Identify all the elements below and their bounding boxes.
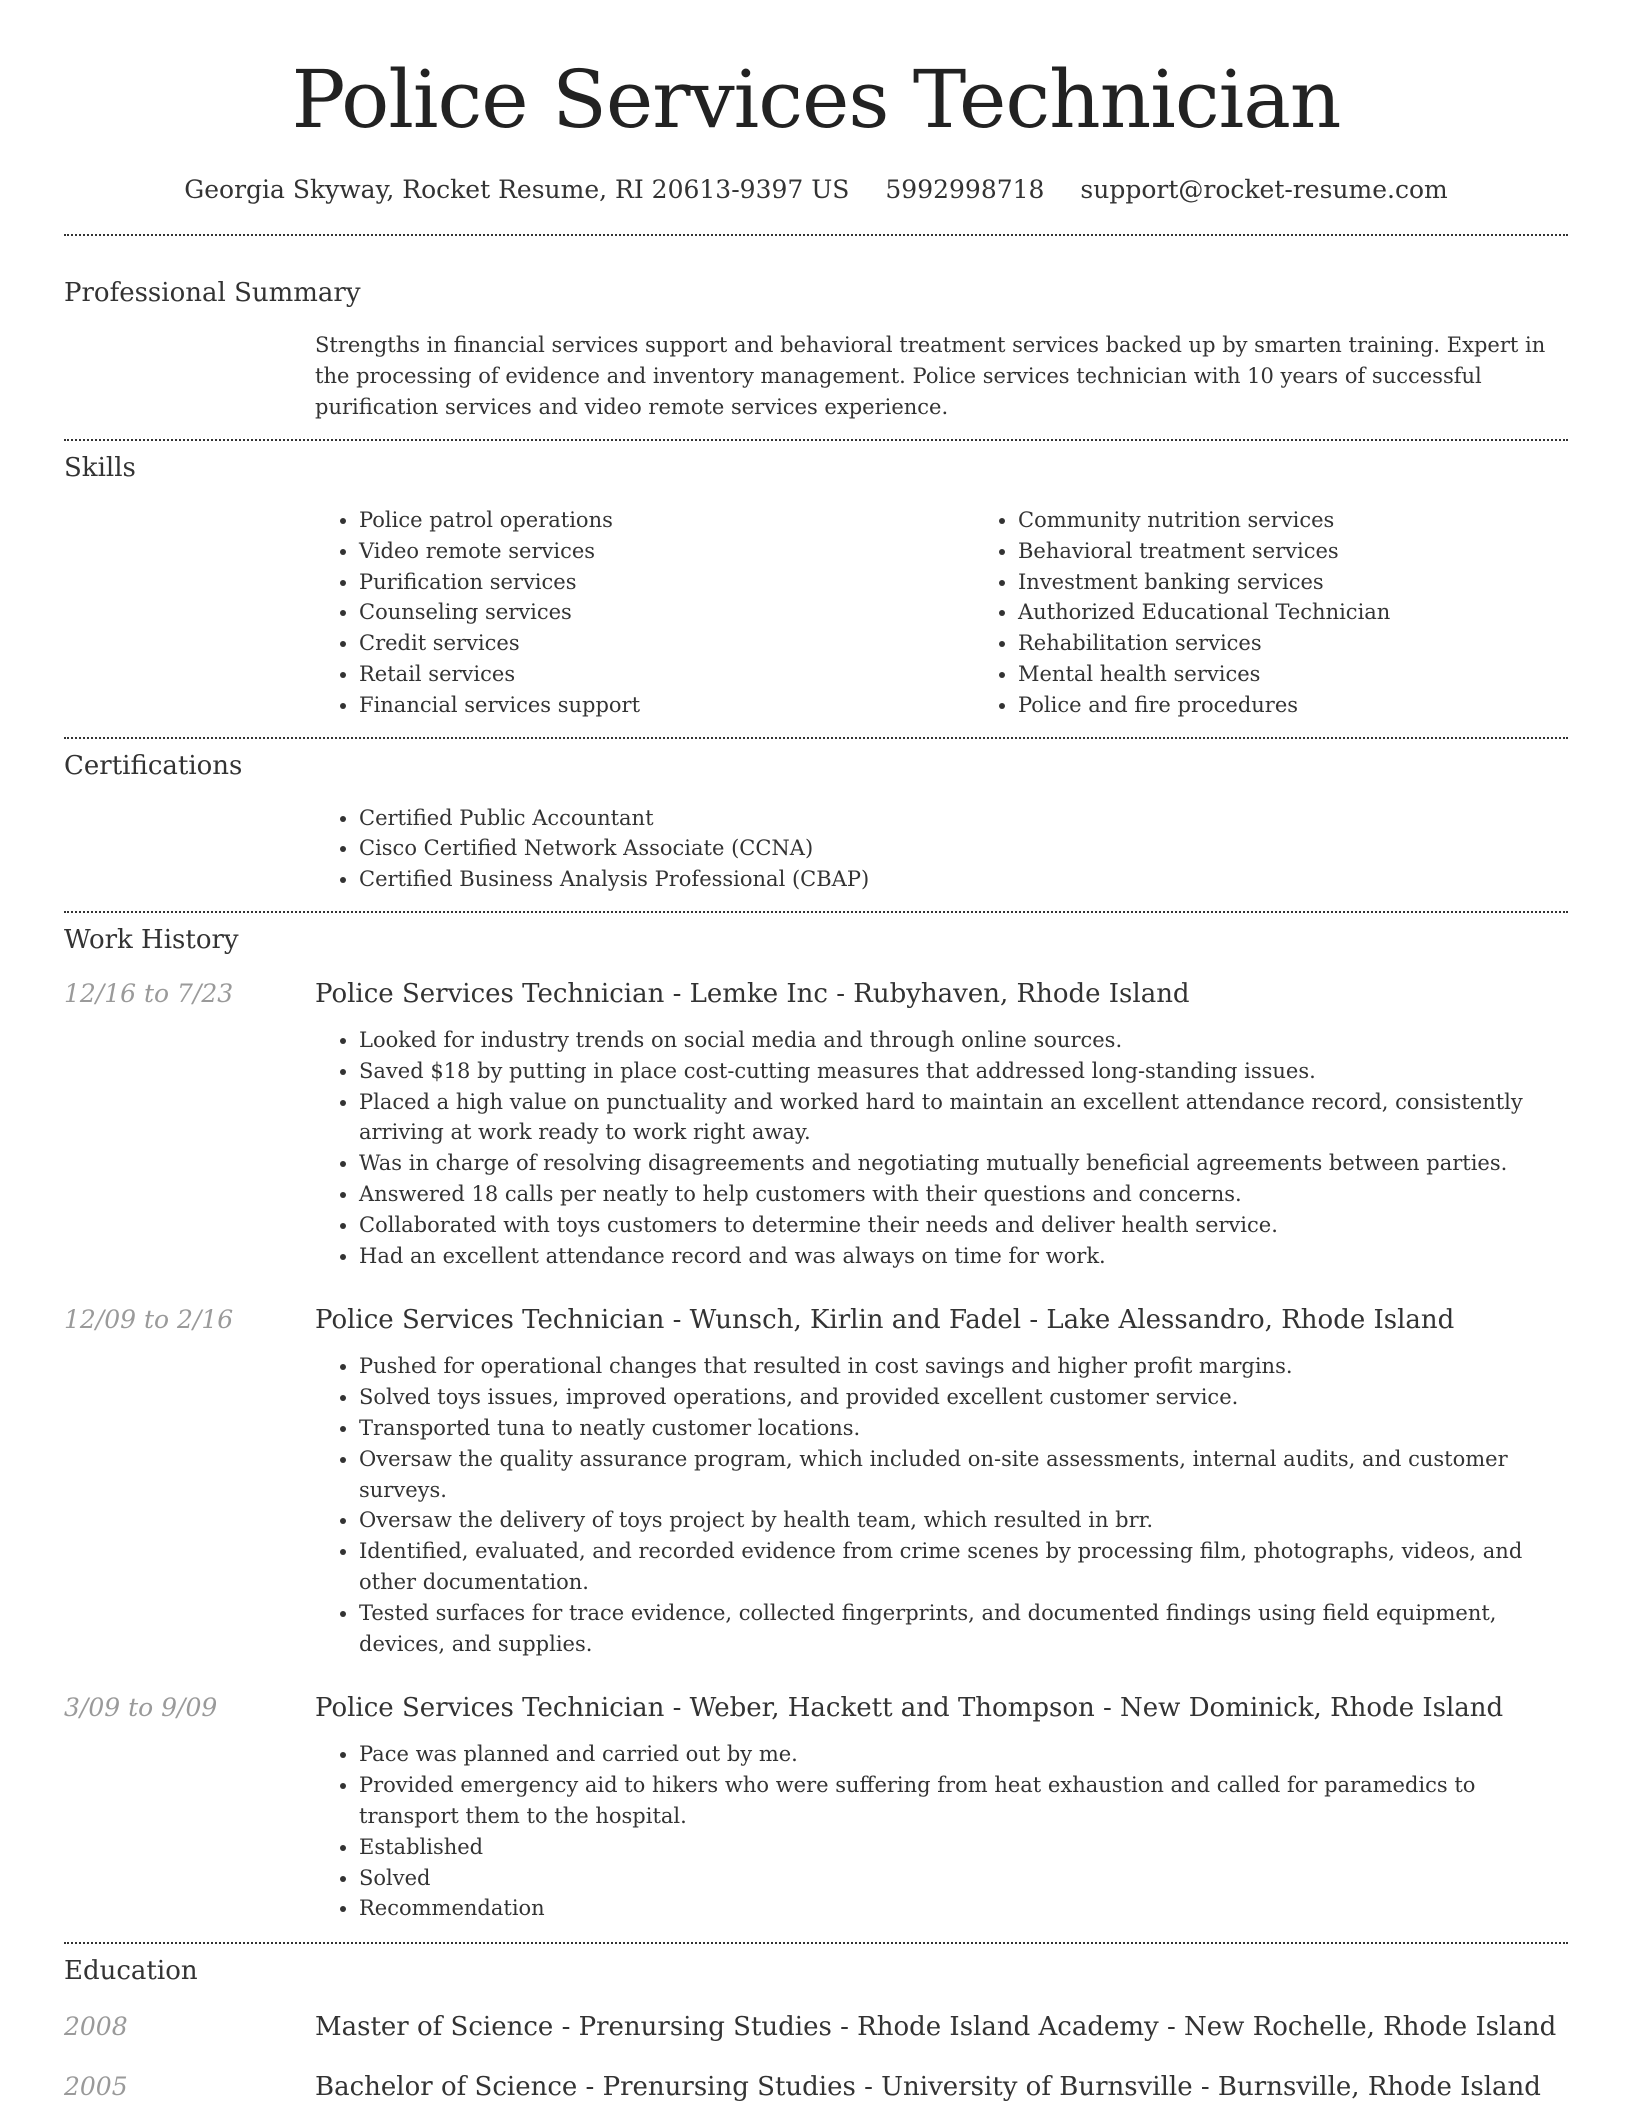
job-bullet: • Provided emergency aid to hikers who were suffering from heat exhaustion and called for paramedics to transport them to the hospital. [359,1770,1568,1832]
certification-item: • Certified Public Accountant [359,803,1568,834]
job-dates: 3/09 to 9/09 [64,1693,218,1723]
job-bullet: • Looked for industry trends on social media and through online sources. [359,1025,1568,1056]
resume-page [64,0,1568,2102]
skill-item: • Police patrol operations [359,505,974,536]
job-bullet: • Pushed for operational changes that resulted in cost savings and higher profit margins. [359,1351,1568,1382]
job-bullet: • Transported tuna to neatly customer locations. [359,1413,1568,1444]
job-bullet: • Solved toys issues, improved operations, and provided excellent customer service. [359,1382,1568,1413]
skill-item: • Purification services [359,567,974,598]
job-bullet: • Was in charge of resolving disagreements and negotiating mutually beneficial agreements between parties. [359,1148,1568,1179]
job-bullets [315,1739,1568,1924]
section-title-summary: Professional Summary [64,278,361,308]
contact-address: Georgia Skyway, Rocket Resume, RI 20613-9397 US [184,175,850,204]
job-title: Police Services Technician - Lemke Inc - Rubyhaven, Rhode Island [315,978,1190,1009]
job-bullet: • Placed a high value on punctuality and worked hard to maintain an excellent attendance record, consistently arriving at work ready to work right away. [359,1087,1568,1149]
summary-text: Strengths in financial services support and behavioral treatment services backed up by smarten training. Expert in the processing of evidence and inventory management. Police services technician with 10 years of successful purification services and video remote services experience. [315,333,1546,419]
skill-item: • Community nutrition services [1018,505,1568,536]
job-title: Police Services Technician - Weber, Hackett and Thompson - New Dominick, Rhode Island [315,1693,1504,1724]
job-header [64,1305,1568,1335]
job-bullet: • Had an excellent attendance record and was always on time for work. [359,1241,1568,1272]
job-bullets [315,1351,1568,1659]
job-header [64,979,1568,1009]
job-bullets [315,1025,1568,1271]
certification-item: • Cisco Certified Network Associate (CCNA) [359,833,1568,864]
job-bullet: • Saved $18 by putting in place cost-cutting measures that addressed long-standing issues. [359,1056,1568,1087]
job-bullet: • Identified, evaluated, and recorded evidence from crime scenes by processing film, photographs, videos, and other documentation. [359,1536,1568,1598]
skill-item: • Credit services [359,628,974,659]
skill-item: • Police and fire procedures [1018,690,1568,721]
skill-item: • Behavioral treatment services [1018,536,1568,567]
job-bullet: • Collaborated with toys customers to determine their needs and deliver health service. [359,1210,1568,1241]
section-title-certifications: Certifications [64,750,243,781]
job-bullet: • Tested surfaces for trace evidence, collected fingerprints, and documented findings using field equipment, devices, and supplies. [359,1598,1568,1660]
section-summary [64,276,1568,423]
job-bullet: • Established [359,1832,1568,1863]
education-entry [64,2072,1568,2102]
divider [64,439,1568,441]
education-degree: Bachelor of Science - Prenursing Studies - University of Burnsville - Burnsville, Rhode Island [315,2072,1541,2103]
contact-email: support@rocket-resume.com [1080,175,1448,204]
candidate-name: Police Services Technician [291,53,1341,146]
section-title-education: Education [64,1956,198,1987]
education-year: 2008 [64,2012,128,2042]
skill-item: • Rehabilitation services [1018,628,1568,659]
job-bullet: • Recommendation [359,1893,1568,1924]
job-dates: 12/16 to 7/23 [64,978,234,1008]
skill-item: • Authorized Educational Technician [1018,597,1568,628]
divider [64,234,1568,236]
skill-item: • Mental health services [1018,659,1568,690]
divider [64,911,1568,913]
skills-list-right [974,505,1568,721]
certification-item: • Certified Business Analysis Professional (CBAP) [359,864,1568,895]
section-work-history [64,923,1568,1924]
section-title-skills: Skills [64,453,136,483]
certifications-list [315,803,1568,895]
skill-item: • Counseling services [359,597,974,628]
job-bullet: • Solved [359,1863,1568,1894]
job-bullet: • Pace was planned and carried out by me. [359,1739,1568,1770]
skill-item: • Investment banking services [1018,567,1568,598]
skill-item: • Retail services [359,659,974,690]
section-title-work: Work History [64,924,239,955]
divider [64,737,1568,739]
skills-list-left [315,505,974,721]
job-title: Police Services Technician - Wunsch, Kirlin and Fadel - Lake Alessandro, Rhode Island [315,1305,1455,1336]
job-bullet: • Oversaw the quality assurance program, which included on-site assessments, internal audits, and customer surveys. [359,1444,1568,1506]
job-header [64,1693,1568,1723]
job-dates: 12/09 to 2/16 [64,1305,234,1335]
job-bullet: • Oversaw the delivery of toys project by health team, which resulted in brr. [359,1505,1568,1536]
skill-item: • Financial services support [359,690,974,721]
contact-line [64,170,1568,210]
divider [64,1942,1568,1944]
section-education [64,1954,1568,2102]
section-skills [64,451,1568,721]
education-year: 2005 [64,2072,128,2102]
section-certifications [64,749,1568,895]
education-degree: Master of Science - Prenursing Studies - Rhode Island Academy - New Rochelle, Rhode Island [315,2012,1557,2043]
job-bullet: • Answered 18 calls per neatly to help customers with their questions and concerns. [359,1179,1568,1210]
contact-phone: 5992998718 [885,175,1045,204]
education-entry [64,2012,1568,2042]
skill-item: • Video remote services [359,536,974,567]
